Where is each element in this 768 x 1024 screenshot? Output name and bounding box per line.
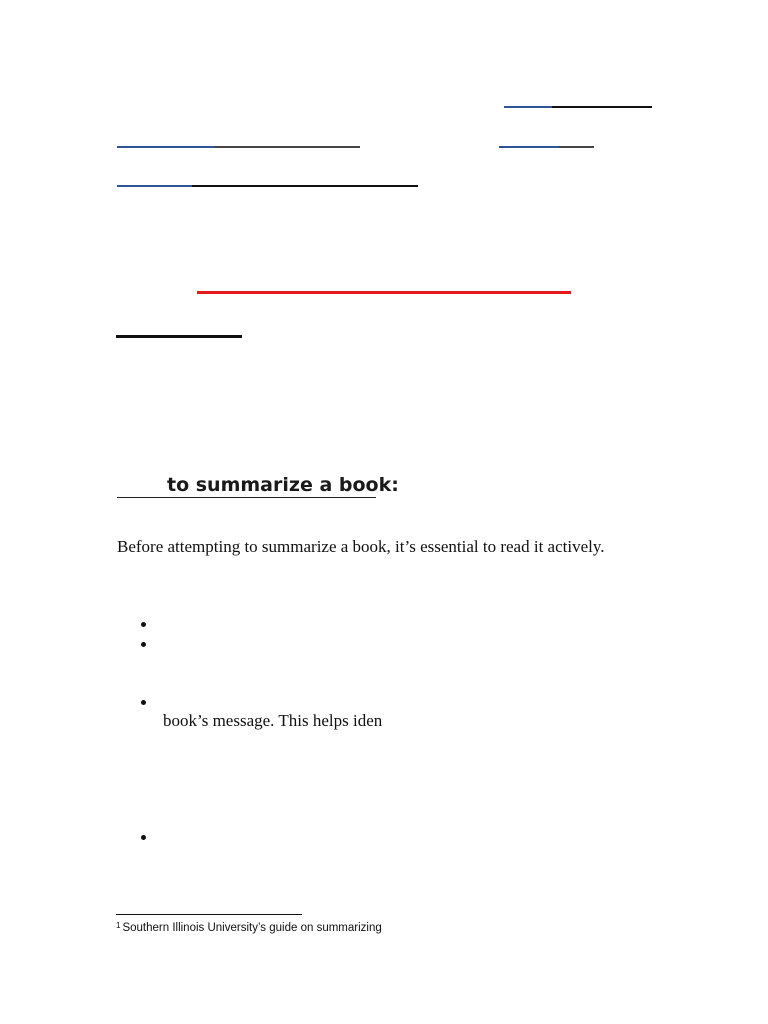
link-underline[interactable] (499, 146, 594, 148)
bullet-point (141, 834, 149, 842)
section-heading (117, 474, 399, 496)
red-underline (197, 291, 571, 294)
footnote-marker: 1 (116, 921, 121, 930)
footnote-text: Southern Illinois University’s guide on summarizing (122, 922, 382, 934)
bullet-continuation-text: book’s message. This helps iden (163, 711, 383, 730)
footnote-separator (116, 914, 302, 915)
intro-paragraph: Before attempting to summarize a book, it’s essential to read it actively. (117, 537, 605, 556)
footnote (116, 921, 382, 934)
link-underline[interactable] (117, 185, 418, 187)
link-underline[interactable] (504, 106, 652, 108)
link-underline[interactable] (117, 146, 360, 148)
heading-underline (117, 497, 376, 498)
section-heading-text: to summarize a book: (167, 474, 399, 496)
section-underline (116, 335, 242, 338)
bullet-point (141, 699, 149, 707)
bullet-point (141, 621, 149, 629)
bullet-point (141, 641, 149, 649)
